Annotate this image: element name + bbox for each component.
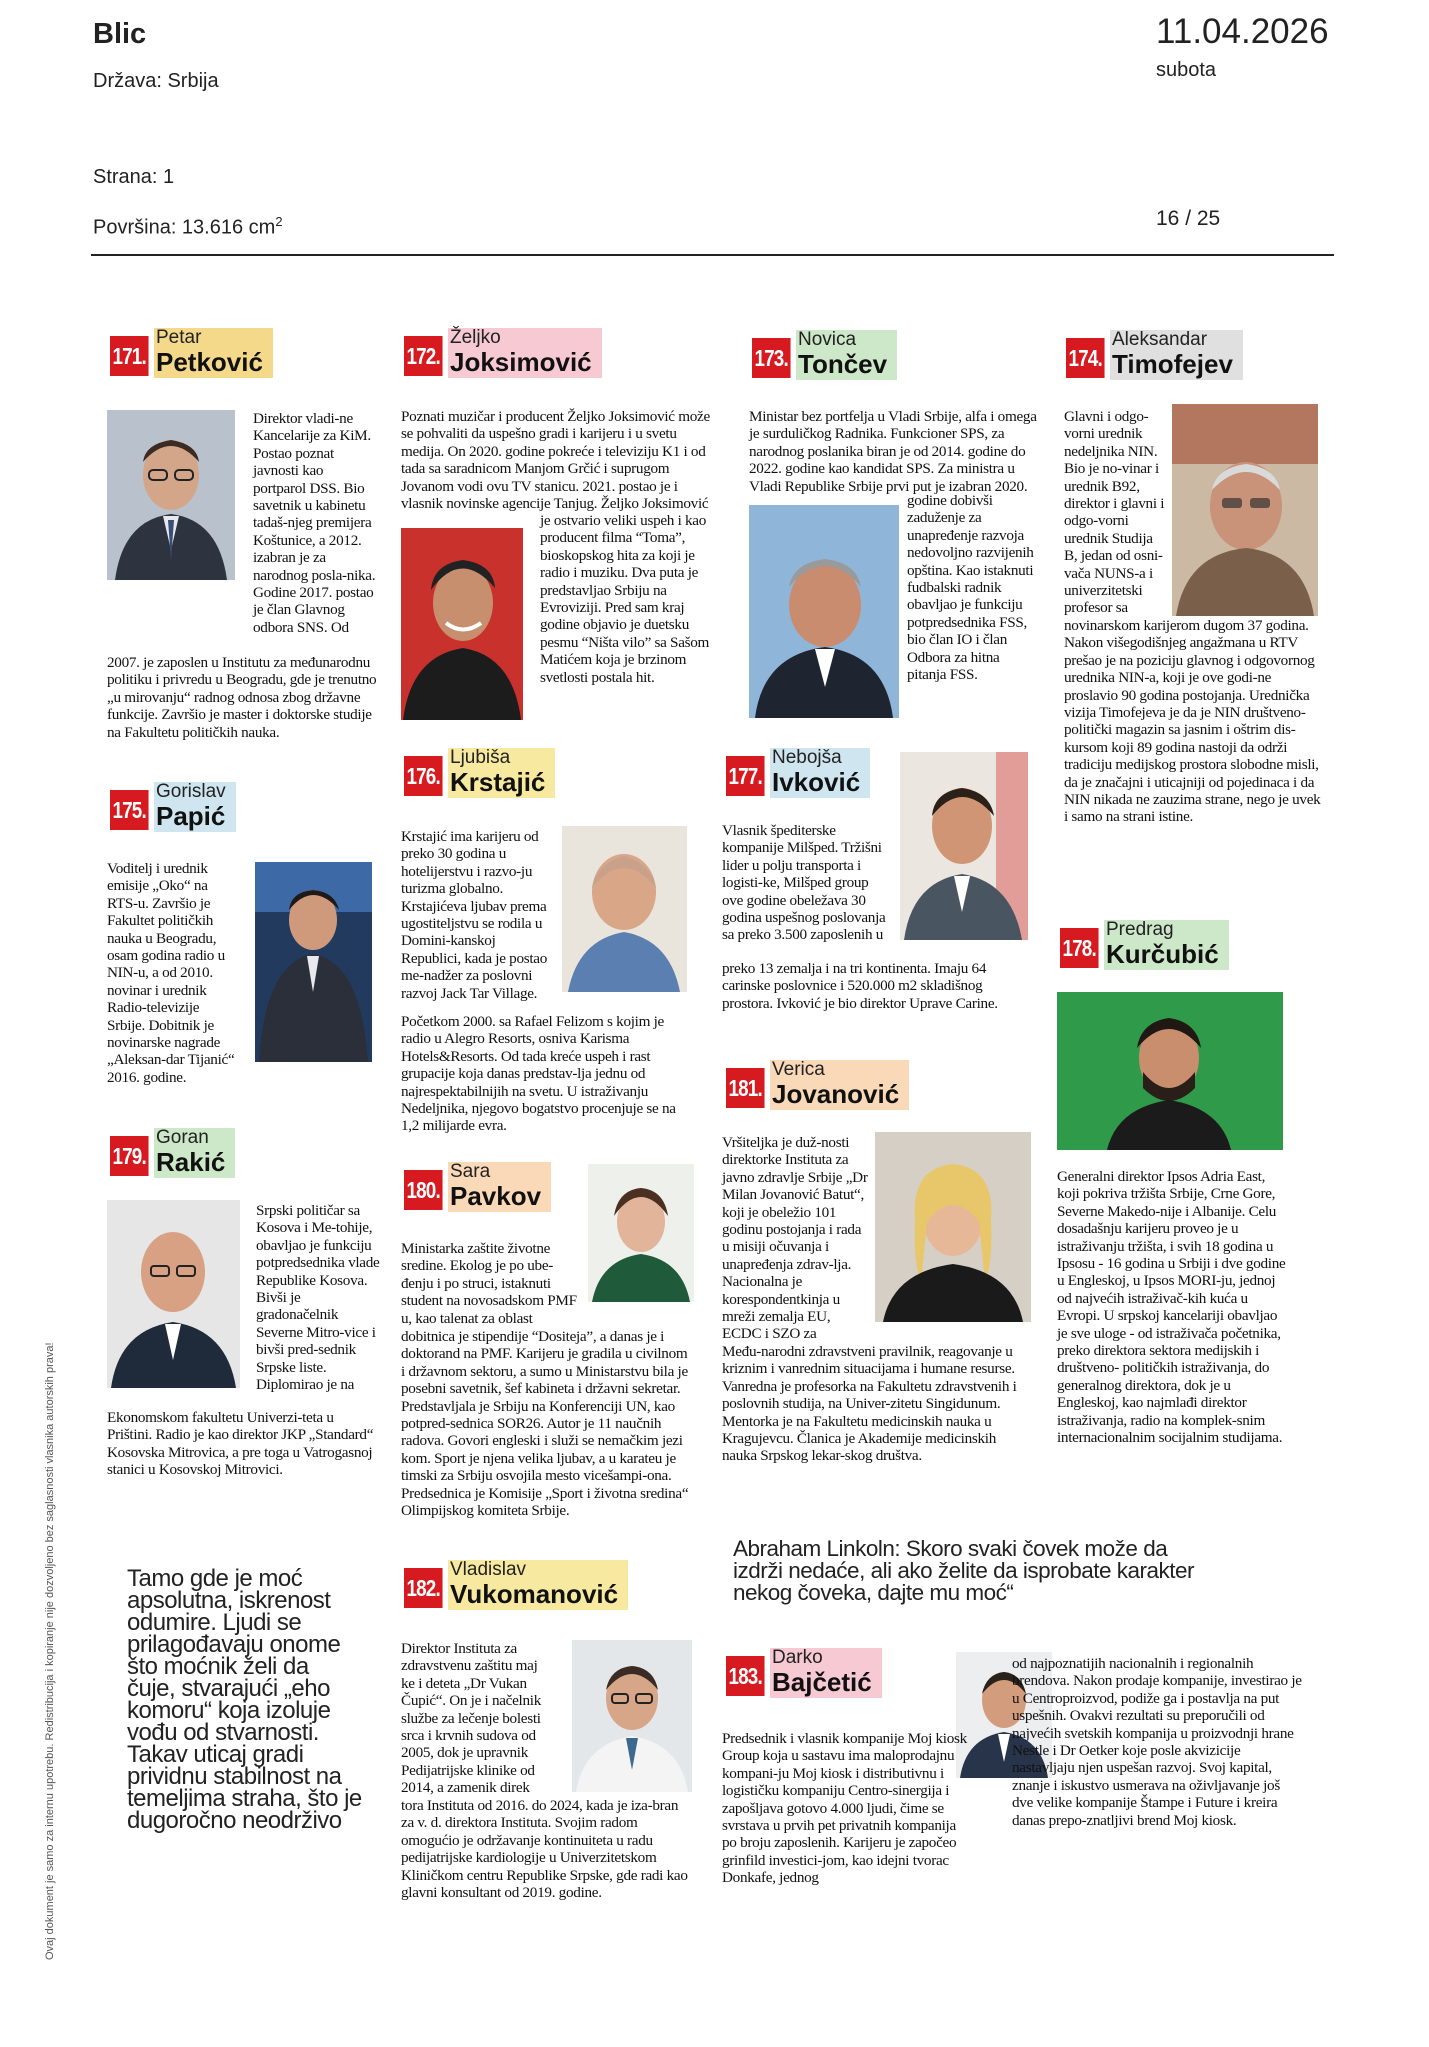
rank-badge: 173. (752, 338, 790, 378)
name-box (770, 748, 870, 798)
bio-182-part1: Direktor Instituta za zdravstvenu zaštitu maj ke i deteta „Dr Vukan Čupić“. On je i načelnik službe za lečenje bolesti srca i krvnih sudova od 2005, dok je upravnik Pedijatrijske klinike od 2014, a zamenik direk (401, 1640, 541, 1797)
date-label: 11.04.2026 (1156, 12, 1329, 51)
rank-badge: 182. (404, 1568, 442, 1608)
rank-badge: 171. (110, 336, 148, 376)
rank-badge: 172. (404, 336, 442, 376)
last-name: Joksimović (450, 347, 592, 377)
photo-joksimovic (401, 528, 523, 720)
rank-badge: 176. (404, 756, 442, 796)
page-count: 16 / 25 (1156, 207, 1221, 230)
bio-177-part2: preko 13 zemalja i na tri kontinenta. Imaju 64 carinske poslovnice i 520.000 m2 skladišnog prostora. Ivković je bio direktor Uprave Carine. (722, 960, 998, 1012)
bio-183-part1: Predsednik i vlasnik kompanije Moj kiosk Group koja u sastavu ima maloprodajnu kompani-ju Moj kiosk i distributivnu i logističku kompaniju Centro-sinergija i zapošljava gotovo 4.000 ljudi, čime se svrstava u prvih pet privatnih kompanija po broju zaposlenih. Karijeru je započeo grinfild investici-jom, kao idejni tvorac Donkafe, jednog (722, 1730, 967, 1887)
first-name: Sara (450, 1161, 491, 1182)
first-name: Ljubiša (450, 747, 511, 768)
first-name: Nebojša (772, 747, 842, 768)
bio-176-part2: Početkom 2000. sa Rafael Felizom s kojim je radio u Alegro Resorts, osniva Karisma Hotels&Resorts. Od tada kreće uspeh i rast grupacije koja danas predstav-lja jednu od najrespektabilnijih na svetu. U istraživanju Nedeljnika, njegovo bogatstvo procenjuje se na 1,2 milijarde evra. (401, 1013, 676, 1135)
first-name: Darko (772, 1647, 823, 1668)
photo-vukomanovic (572, 1640, 692, 1792)
photo-kurcubic (1057, 992, 1283, 1150)
last-name: Krstajić (450, 767, 546, 797)
name-box (770, 1060, 909, 1110)
rank-badge: 183. (726, 1656, 764, 1696)
bio-174-part2: novinarskom karijerom dugom 37 godina. Nakon višegodišnjeg angažmana u RTV prešao je na poziciju glavnog i odgovornog urednika NIN-a, koji je ove godi-ne proslavio 90 godina postojanja. Urednička vizija Timofejeva je da je NIN društveno-politički magazin sa jasnim i oštrim dis-kursom koji 89 godina nastoji da održi tradiciju medijskog prostora slobodne misli, da je značajni i uticajniji od pojedinaca i da NIN nikada ne zauzima strane, nego je uvek i samo na strani istine. (1064, 617, 1321, 826)
bio-179-part1: Srpski političar sa Kosova i Me-tohije, obavljao je funkciju potpredsednika vlade Republike Kosova. Bivši je gradonačelnik Severne Mitro-vice i bivši pred-sednik Srpske liste. Diplomirao je na (256, 1202, 380, 1394)
bio-175: Voditelj i urednik emisije „Oko“ na RTS-u. Završio je Fakultet političkih nauka u Beogradu, osam godina radio u NIN-u, a od 2010. novinar i urednik Radio-televizije Srbije. Dobitnik je novinarske nagrade „Aleksan-dar Tijanić“ 2016. godine. (107, 860, 235, 1086)
last-name: Ivković (772, 767, 861, 797)
last-name: Rakić (156, 1147, 226, 1177)
rank-badge: 174. (1066, 338, 1104, 378)
last-name: Timofejev (1112, 349, 1233, 379)
weekday-label: subota (1156, 59, 1217, 81)
bio-181-part2: Među-narodni zdravstveni pravilnik, reagovanje u kriznim i vanrednim situacijama i humane resurse. Vanredna je profesorka na Fakultetu zdravstvenih i poslovnih studija, na Univer-zitetu Singidunum. Mentorka je na Fakultetu medicinskih nauka u Kragujevcu. Članica je Akademije medicinskih nauka Srpskog lekar-skog društva. (722, 1343, 1017, 1465)
last-name: Pavkov (450, 1181, 542, 1211)
rank-badge: 175. (110, 790, 148, 830)
bio-178: Generalni direktor Ipsos Adria East, koji pokriva tržišta Srbije, Crne Gore, Severne Makedo-nije i Albanije. Celu dosadašnju karijeru proveo je u istraživanju tržišta, i svih 18 godina u Ipsosu - 16 godina u Srbiji i dve godine u Engleskoj, u Ipsos MORI-ju, jednoj od najvećih istraživač-kih kuća u Evropi. U srpskoj kancelariji obavljao je sve uloge - od istraživača početnika, preko direktora sektora medijskih i društveno- političkih istraživanja, do generalnog direktora, dok je u Engleskoj, kao najmlađi direktor istraživanja, radio na komplek-snim internacionalnim socijalnim studijama. (1057, 1168, 1286, 1447)
name-box (154, 328, 273, 378)
last-name: Papić (156, 801, 226, 831)
photo-timofejev (1172, 404, 1318, 616)
photo-krstajic (562, 826, 687, 992)
last-name: Tončev (798, 349, 888, 379)
bio-183-part2: od najpoznatijih nacionalnih i regionalnih brendova. Nakon prodaje kompanije, investirao je u Centroproizvod, podiže ga i postavlja na put uspešnih. Ovakvi rezultati su preporučili od najvećih svetskih kompanija u proizvodnji hrane Nestle i Dr Oetker koje posle akvizicije nastavljaju njen uspešan razvoj. Svoj kapital, znanje i iskustvo usmerava na oživljavanje još dve velike kompanije Štampe i Future i kreira danas prepo-znatljivi brend Moj kiosk. (1012, 1655, 1302, 1829)
rank-badge: 177. (726, 756, 764, 796)
name-box (448, 1162, 551, 1212)
photo-toncev (749, 505, 899, 718)
side-note: Ovaj dokument je samo za internu upotrebu. Redistribucija i kopiranje nije dozvoljeno bez saglasnosti vlasnika autorskih prava! (44, 1342, 56, 1960)
area-unit-sup: 2 (275, 214, 283, 229)
last-name: Petković (156, 347, 263, 377)
bio-181-part1: Vršiteljka je duž-nosti direktorke Instituta za javno zdravlje Srbije „Dr Milan Jovanović Batut“, koji je obeležio 101 godinu postojanja i rada u misiji očuvanja i unapređenja zdrav-lja. Nacionalna je korespondentkinja u mreži zemalja EU, ECDC i SZO za (722, 1134, 868, 1343)
photo-rakic (107, 1200, 240, 1388)
name-box (448, 1560, 628, 1610)
last-name: Vukomanović (450, 1579, 619, 1609)
rank-badge: 179. (110, 1136, 148, 1176)
bio-171-part1: Direktor vladi-ne Kancelarije za KiM. Postao poznat javnosti kao portparol DSS. Bio savetnik u kabinetu tadaš-njeg premijera Koštunice, a 2012. izabran je za narodnog posla-nika. Godine 2017. postao je član Glavnog odbora SNS. Od (253, 410, 376, 636)
area-value: Površina: 13.616 cm (93, 216, 276, 239)
bio-172-part2: je ostvario veliki uspeh i kao producent filma “Toma”, bioskopskog hita za koji je radio i muziku. Dva puta je predstavljao Srbiju na Evroviziji. Pred sam kraj godine objavio je duetsku pesmu “Ništa vilo” sa Sašom Matićem koja je brzinom svetlosti postala hit. (540, 512, 710, 686)
bio-179-part2: Ekonomskom fakultetu Univerzi-teta u Prištini. Radio je kao direktor JKP „Standard“ Kosovska Mitrovica, a pre toga u Vatrogasnoj stanici u Kosovskoj Mitrovici. (107, 1409, 374, 1479)
bio-173-part1: Ministar bez portfelja u Vladi Srbije, alfa i omega je surduličkog Radnika. Funkcioner SPS, za narodnog poslanika biran je od 2014. godine do 2022. godine kao kandidat SPS. Za ministra u Vladi Republike Srbije prvi put je izabran 2020. (749, 408, 1037, 495)
bio-174-part1: Glavni i odgo-vorni urednik nedeljnika NIN. Bio je no-vinar i urednik B92, direktor i glavni i odgo-vorni urednik Studija B, jedan od osni-vača NUNS-a i univerzitetski profesor sa (1064, 408, 1165, 617)
first-name: Gorislav (156, 781, 226, 802)
pull-quote-right: Abraham Linkoln: Skoro svaki čovek može da izdrži nedaće, ali ako želite da isprobate karakter nekog čoveka, dajte mu moć“ (733, 1536, 1195, 1605)
last-name: Bajčetić (772, 1667, 872, 1697)
bio-177-part1: Vlasnik špediterske kompanije Milšped. Tržišni lider u polju transporta i logisti-ke, Milšped group ove godine obeležava 30 godina uspešnog poslovanja sa preko 3.500 zaposlenih u (722, 822, 886, 944)
first-name: Vladislav (450, 1559, 527, 1580)
bio-172-part1: Poznati muzičar i producent Željko Joksimović može se pohvaliti da uspešno gradi i karijeru i u svetu medija. On 2020. godine pokreće i televiziju K1 i od tada sa saradnicom Manjom Grčić i suprugom Jovanom vodi ovu TV stanicu. 2021. postao je i vlasnik novinske agencije Tanjug. Željko Joksimović (401, 408, 710, 513)
first-name: Predrag (1106, 919, 1174, 940)
first-name: Petar (156, 327, 202, 348)
photo-petkovic (107, 410, 235, 580)
bio-180-part2: dobitnica je stipendije “Dositeja”, a danas je i doktorand na PMF. Karijeru je gradila u civilnom i državnom sektoru, a sumo u Ministarstvu bila je posebni savetnik, šef kabineta i državni sekretar. Predstavljala je Srbiju na Konferenciji UN, kao potpred-sednica SOR26. Autor je 11 naučnih radova. Govori engleski i služi se nemačkim jezi kom. Sport je njena velika ljubav, a u karateu je timski za Srbiju osvojila mesto vicešampi-ona. Predsednica je Komisije „Sport i životna sredina“ Olimpijskog komiteta Srbije. (401, 1328, 689, 1520)
bio-171-part2: 2007. je zaposlen u Institutu za međunarodnu politiku i privredu u Beogradu, gde je trenutno „u mirovanju“ radnog odnosa zbog državne funkcije. Završio je master i doktorske studije na Fakultetu političkih nauka. (107, 654, 377, 741)
bio-173-part2: godine dobivši zaduženje za unapređenje razvoja nedovoljno razvijenih opština. Kao istaknuti fudbalski radnik obavljao je funkciju potpredsednika FSS, bio član IO i član Odbora za hitna pitanja FSS. (907, 492, 1034, 684)
name-box (154, 1128, 235, 1178)
first-name: Verica (772, 1059, 825, 1080)
bio-180-part1: Ministarka zaštite životne sredine. Ekolog je po ube-đenju i po struci, istaknuti student na novosadskom PMF u, kao talenat za oblast (401, 1240, 577, 1327)
area-label (93, 214, 283, 240)
first-name: Željko (450, 327, 501, 348)
name-box (448, 328, 602, 378)
name-box (154, 782, 236, 832)
rank-badge: 180. (404, 1170, 442, 1210)
name-box (796, 330, 897, 380)
name-box (1110, 330, 1243, 380)
last-name: Kurčubić (1106, 939, 1219, 969)
last-name: Jovanović (772, 1079, 900, 1109)
name-box (448, 748, 555, 798)
photo-pavkov (588, 1164, 694, 1302)
publication-name: Blic (93, 18, 147, 50)
photo-jovanovic (875, 1132, 1031, 1322)
photo-papic (255, 862, 372, 1062)
photo-ivkovic (900, 752, 1028, 940)
first-name: Novica (798, 329, 857, 350)
page-label: Strana: 1 (93, 166, 175, 188)
rank-badge: 181. (726, 1068, 764, 1108)
header-divider (91, 254, 1334, 256)
name-box (770, 1648, 882, 1698)
bio-176-part1: Krstajić ima karijeru od preko 30 godina u hotelijerstvu i razvo-ju turizma globalno. Krstajićeva ljubav prema ugostiteljstvu se rodila u Domini-kanskoj Republici, kada je postao me-nadžer za poslovni razvoj Jack Tar Village. (401, 828, 548, 1002)
country-label: Država: Srbija (93, 70, 219, 92)
name-box (1104, 920, 1229, 970)
pull-quote-left: Tamo gde je moć apsolutna, iskrenost odumire. Ljudi se prilagođavaju onome što moćnik želi da čuje, stvarajući „eho komoru“ koja izoluje vođu od stvarnosti. Takav uticaj gradi prividnu stabilnost na temeljima straha, što je dugoročno neodrživo (127, 1565, 362, 1834)
bio-182-part2: tora Instituta od 2016. do 2024, kada je iza-bran za v. d. direktora Instituta. Svojim radom omogućio je održavanje kontinuiteta u radu pedijatrijske kardiologije u Univerzitetskom Kliničkom centru Republike Srpske, gde radi kao glavni konsultant od 2019. godine. (401, 1797, 688, 1902)
rank-badge: 178. (1060, 928, 1098, 968)
first-name: Goran (156, 1127, 209, 1148)
first-name: Aleksandar (1112, 329, 1208, 350)
